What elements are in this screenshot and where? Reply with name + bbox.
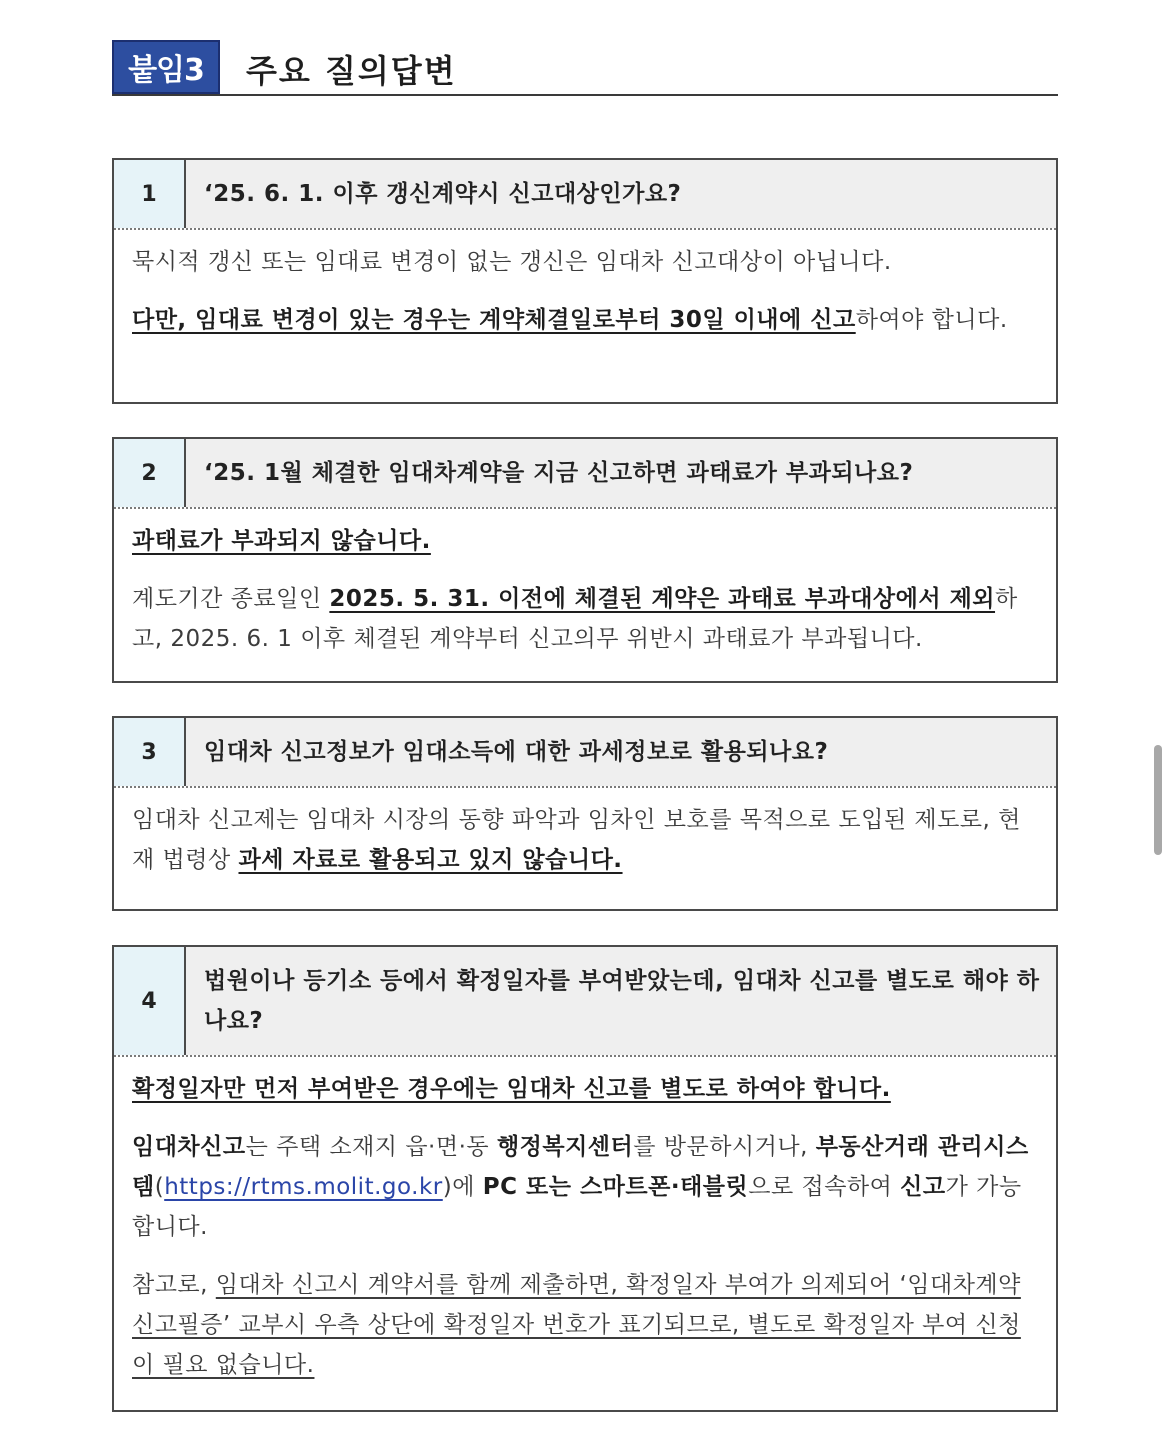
answer-text: 임대차 신고제는 임대차 시장의 동향 파악과 임차인 보호를 목적으로 도입된 제도로, 현재 법령상 — [132, 807, 1021, 873]
answer-text: )에 — [442, 1174, 483, 1200]
answer-text: 는 주택 소재지 읍·면·동 — [245, 1134, 497, 1160]
question-number: 3 — [114, 718, 186, 786]
question-row — [114, 718, 1056, 788]
qa-item-1 — [112, 158, 1058, 404]
question-row — [114, 947, 1056, 1057]
answer-underlined: 임대차 신고시 계약서를 함께 제출하면, 확정일자 부여가 의제되어 ‘임대차계약신고필증’ 교부시 우측 상단에 확정일자 번호가 표기되므로, 별도로 확정일자 부여 신청이 필요 없습니다. — [132, 1272, 1021, 1378]
answer-text: ( — [154, 1174, 165, 1200]
answer-body — [114, 230, 1056, 354]
answer-text: 참고로, — [132, 1272, 216, 1298]
rtms-link[interactable]: https://rtms.molit.go.kr — [164, 1174, 443, 1200]
question-text: 임대차 신고정보가 임대소득에 대한 과세정보로 활용되나요? — [186, 718, 1056, 786]
answer-emphasis: PC 또는 스마트폰·태블릿 — [482, 1174, 749, 1200]
answer-emphasis: 신고 — [900, 1174, 946, 1200]
attachment-badge: 붙임3 — [112, 40, 220, 94]
answer-paragraph — [132, 1127, 1038, 1247]
answer-emphasis: 임대차신고 — [132, 1134, 246, 1160]
question-text: ‘25. 6. 1. 이후 갱신계약시 신고대상인가요? — [186, 160, 1056, 228]
answer-paragraph: 확정일자만 먼저 부여받은 경우에는 임대차 신고를 별도로 하여야 합니다. — [132, 1076, 891, 1102]
answer-paragraph — [132, 300, 1038, 340]
answer-emphasis: 과세 자료로 활용되고 있지 않습니다. — [238, 847, 623, 873]
question-row — [114, 439, 1056, 509]
answer-emphasis: 부동산거래 관리시스템 — [132, 1134, 1029, 1200]
question-text: 법원이나 등기소 등에서 확정일자를 부여받았는데, 임대차 신고를 별도로 해야 하나요? — [186, 947, 1056, 1055]
answer-body — [114, 509, 1056, 673]
answer-paragraph: 묵시적 갱신 또는 임대료 변경이 없는 갱신은 임대차 신고대상이 아닙니다. — [132, 249, 892, 275]
page-title: 주요 질의답변 — [246, 52, 457, 90]
qa-item-3 — [112, 716, 1058, 911]
question-number: 4 — [114, 947, 186, 1055]
answer-emphasis: 다만, 임대료 변경이 있는 경우는 계약체결일로부터 30일 이내에 신고 — [132, 307, 856, 333]
scrollbar[interactable] — [1154, 745, 1162, 855]
answer-body — [114, 788, 1056, 894]
page-header — [112, 40, 1058, 96]
answer-text: 계도기간 종료일인 — [132, 586, 330, 612]
question-number: 2 — [114, 439, 186, 507]
answer-emphasis: 행정복지센터 — [496, 1134, 634, 1160]
answer-paragraph — [132, 800, 1038, 880]
answer-text: 으로 접속하여 — [748, 1174, 901, 1200]
answer-paragraph — [132, 579, 1038, 659]
qa-item-4 — [112, 945, 1058, 1412]
question-row — [114, 160, 1056, 230]
answer-paragraph: 과태료가 부과되지 않습니다. — [132, 528, 431, 554]
question-number: 1 — [114, 160, 186, 228]
answer-emphasis: 2025. 5. 31. 이전에 체결된 계약은 과태료 부과대상에서 제외 — [329, 586, 996, 612]
question-text: ‘25. 1월 체결한 임대차계약을 지금 신고하면 과태료가 부과되나요? — [186, 439, 1056, 507]
answer-paragraph — [132, 1265, 1038, 1385]
answer-text: 가 가능합니다. — [132, 1174, 1022, 1240]
qa-item-2 — [112, 437, 1058, 683]
answer-text: 하고, 2025. 6. 1 이후 체결된 계약부터 신고의무 위반시 과태료가 부과됩니다. — [132, 586, 1018, 652]
answer-text: 를 방문하시거나, — [633, 1134, 816, 1160]
answer-body — [114, 1057, 1056, 1399]
answer-text: 하여야 합니다. — [855, 307, 1008, 333]
